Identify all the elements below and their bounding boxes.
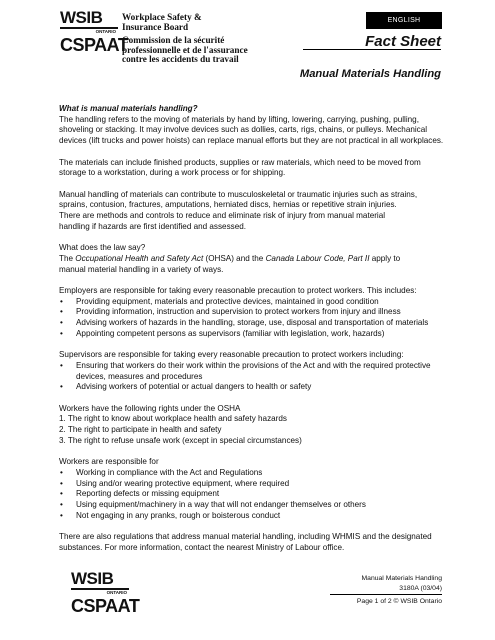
list-item: 3. The right to refuse unsafe work (except in special circumstances) xyxy=(59,435,302,445)
workers-list xyxy=(59,468,444,522)
code-name: Canada Labour Code, Part II xyxy=(265,253,370,263)
header-divider xyxy=(303,49,441,50)
footer-doc-name: Manual Materials Handling xyxy=(361,575,442,582)
closing-paragraph: There are also regulations that address manual material handling, including WHMIS and the designated substances. For more information, contact the nearest Ministry of Labour office. xyxy=(59,532,432,552)
list-item: 1. The right to know about workplace health and safety hazards xyxy=(59,414,287,424)
employers-intro: Employers are responsible for taking every reasonable precaution to protect workers. This includes: xyxy=(59,285,417,295)
list-item: • Not engaging in any pranks, rough or boisterous conduct xyxy=(59,511,444,522)
paragraph: The handling refers to the moving of materials by hand by lifting, lowering, carrying, pushing, pulling, shoveling or stacking. It may involve devices such as dollies, carts, rigs, chains, or pulleys. Mechanical devices (lift trucks and power hoists) can replace manual efforts but they are not practical in all workplaces. xyxy=(59,114,444,146)
footer-doc-code: 3180A (03/04) xyxy=(399,585,442,592)
list-item: • Appointing competent persons as supervisors (familiar with legislation, work, hazards) xyxy=(59,329,444,340)
rights-list xyxy=(59,414,444,446)
rights-intro: Workers have the following rights under the OSHA xyxy=(59,403,241,413)
list-item: • Using equipment/machinery in a way that will not endanger themselves or others xyxy=(59,500,444,511)
list-item: • Providing information, instruction and supervision to protect workers from injury and illness xyxy=(59,307,444,318)
logo-ontario-text: ONTARIO xyxy=(60,27,118,35)
text-line: sprains, contusion, fractures, amputations, herniated discs, hernias or repetitive strain injuries. xyxy=(59,200,397,210)
text-line: Manual handling of materials can contribute to musculoskeletal or traumatic injuries such as strains, xyxy=(59,189,418,199)
paragraph-injuries xyxy=(59,190,444,233)
doc-type-heading: Fact Sheet xyxy=(365,33,441,50)
logo-cspaat-text: CSPAAT xyxy=(60,35,129,55)
logo-ontario-text: ONTARIO xyxy=(71,588,129,596)
logo-wsib-text: WSIB xyxy=(71,569,114,588)
org-fr-line-3: contre les accidents du travail xyxy=(122,54,239,65)
law-text: (OHSA) and the xyxy=(203,253,266,263)
wsib-footer-logo xyxy=(71,569,140,616)
logo-cspaat-text: CSPAAT xyxy=(71,596,140,616)
page-title: Manual Materials Handling xyxy=(299,68,441,80)
question-heading: What is manual materials handling? xyxy=(59,104,198,113)
list-item: 2. The right to participate in health and safety xyxy=(59,425,222,434)
employers-list xyxy=(59,297,444,340)
law-text: manual material handling in a variety of ways. xyxy=(59,264,224,274)
list-item: • Ensuring that workers do their work within the provisions of the Act and with the required protective devices, measures and procedures xyxy=(59,361,444,382)
list-item: • Working in compliance with the Act and Regulations xyxy=(59,468,444,479)
list-item: • Advising workers of potential or actual dangers to health or safety xyxy=(59,382,444,393)
supervisors-intro: Supervisors are responsible for taking every reasonable precaution to protect workers including: xyxy=(59,350,404,360)
wsib-logo xyxy=(60,8,129,55)
list-item: • Reporting defects or missing equipment xyxy=(59,489,444,500)
text-line: handling if hazards are first identified and assessed. xyxy=(59,221,246,231)
list-item: • Advising workers of hazards in the handling, storage, use, disposal and transportation of materials xyxy=(59,318,444,329)
document-body xyxy=(59,104,444,564)
workers-intro: Workers are responsible for xyxy=(59,457,159,467)
footer-divider xyxy=(330,594,442,595)
law-text: apply to xyxy=(369,253,401,263)
section-heading: What does the law say? xyxy=(59,243,146,253)
supervisors-list xyxy=(59,361,444,393)
list-item: • Providing equipment, materials and protective devices, maintained in good condition xyxy=(59,297,444,308)
text-line: There are methods and controls to reduce and eliminate risk of injury from manual material xyxy=(59,211,386,220)
law-text: The xyxy=(59,253,76,263)
logo-wsib-text: WSIB xyxy=(60,8,103,27)
page-number: Page 1 of 2 © WSIB Ontario xyxy=(356,598,442,605)
org-fr-line-1: Commission de la sécurité xyxy=(122,35,225,46)
act-name: Occupational Health and Safety Act xyxy=(75,253,204,263)
list-item: • Using and/or wearing protective equipment, where required xyxy=(59,479,444,490)
paragraph-law xyxy=(59,254,444,275)
paragraph: The materials can include finished products, supplies or raw materials, which need to be moved from storage to a workstation, during a work process or for shipping. xyxy=(59,157,421,178)
org-fr-line-2: professionnelle et de l'assurance xyxy=(122,44,248,55)
org-en-line-1: Workplace Safety & xyxy=(122,12,202,22)
footer-info xyxy=(362,574,442,594)
organization-name xyxy=(122,13,248,65)
org-en-line-2: Insurance Board xyxy=(122,21,189,32)
language-badge: ENGLISH xyxy=(366,12,442,29)
